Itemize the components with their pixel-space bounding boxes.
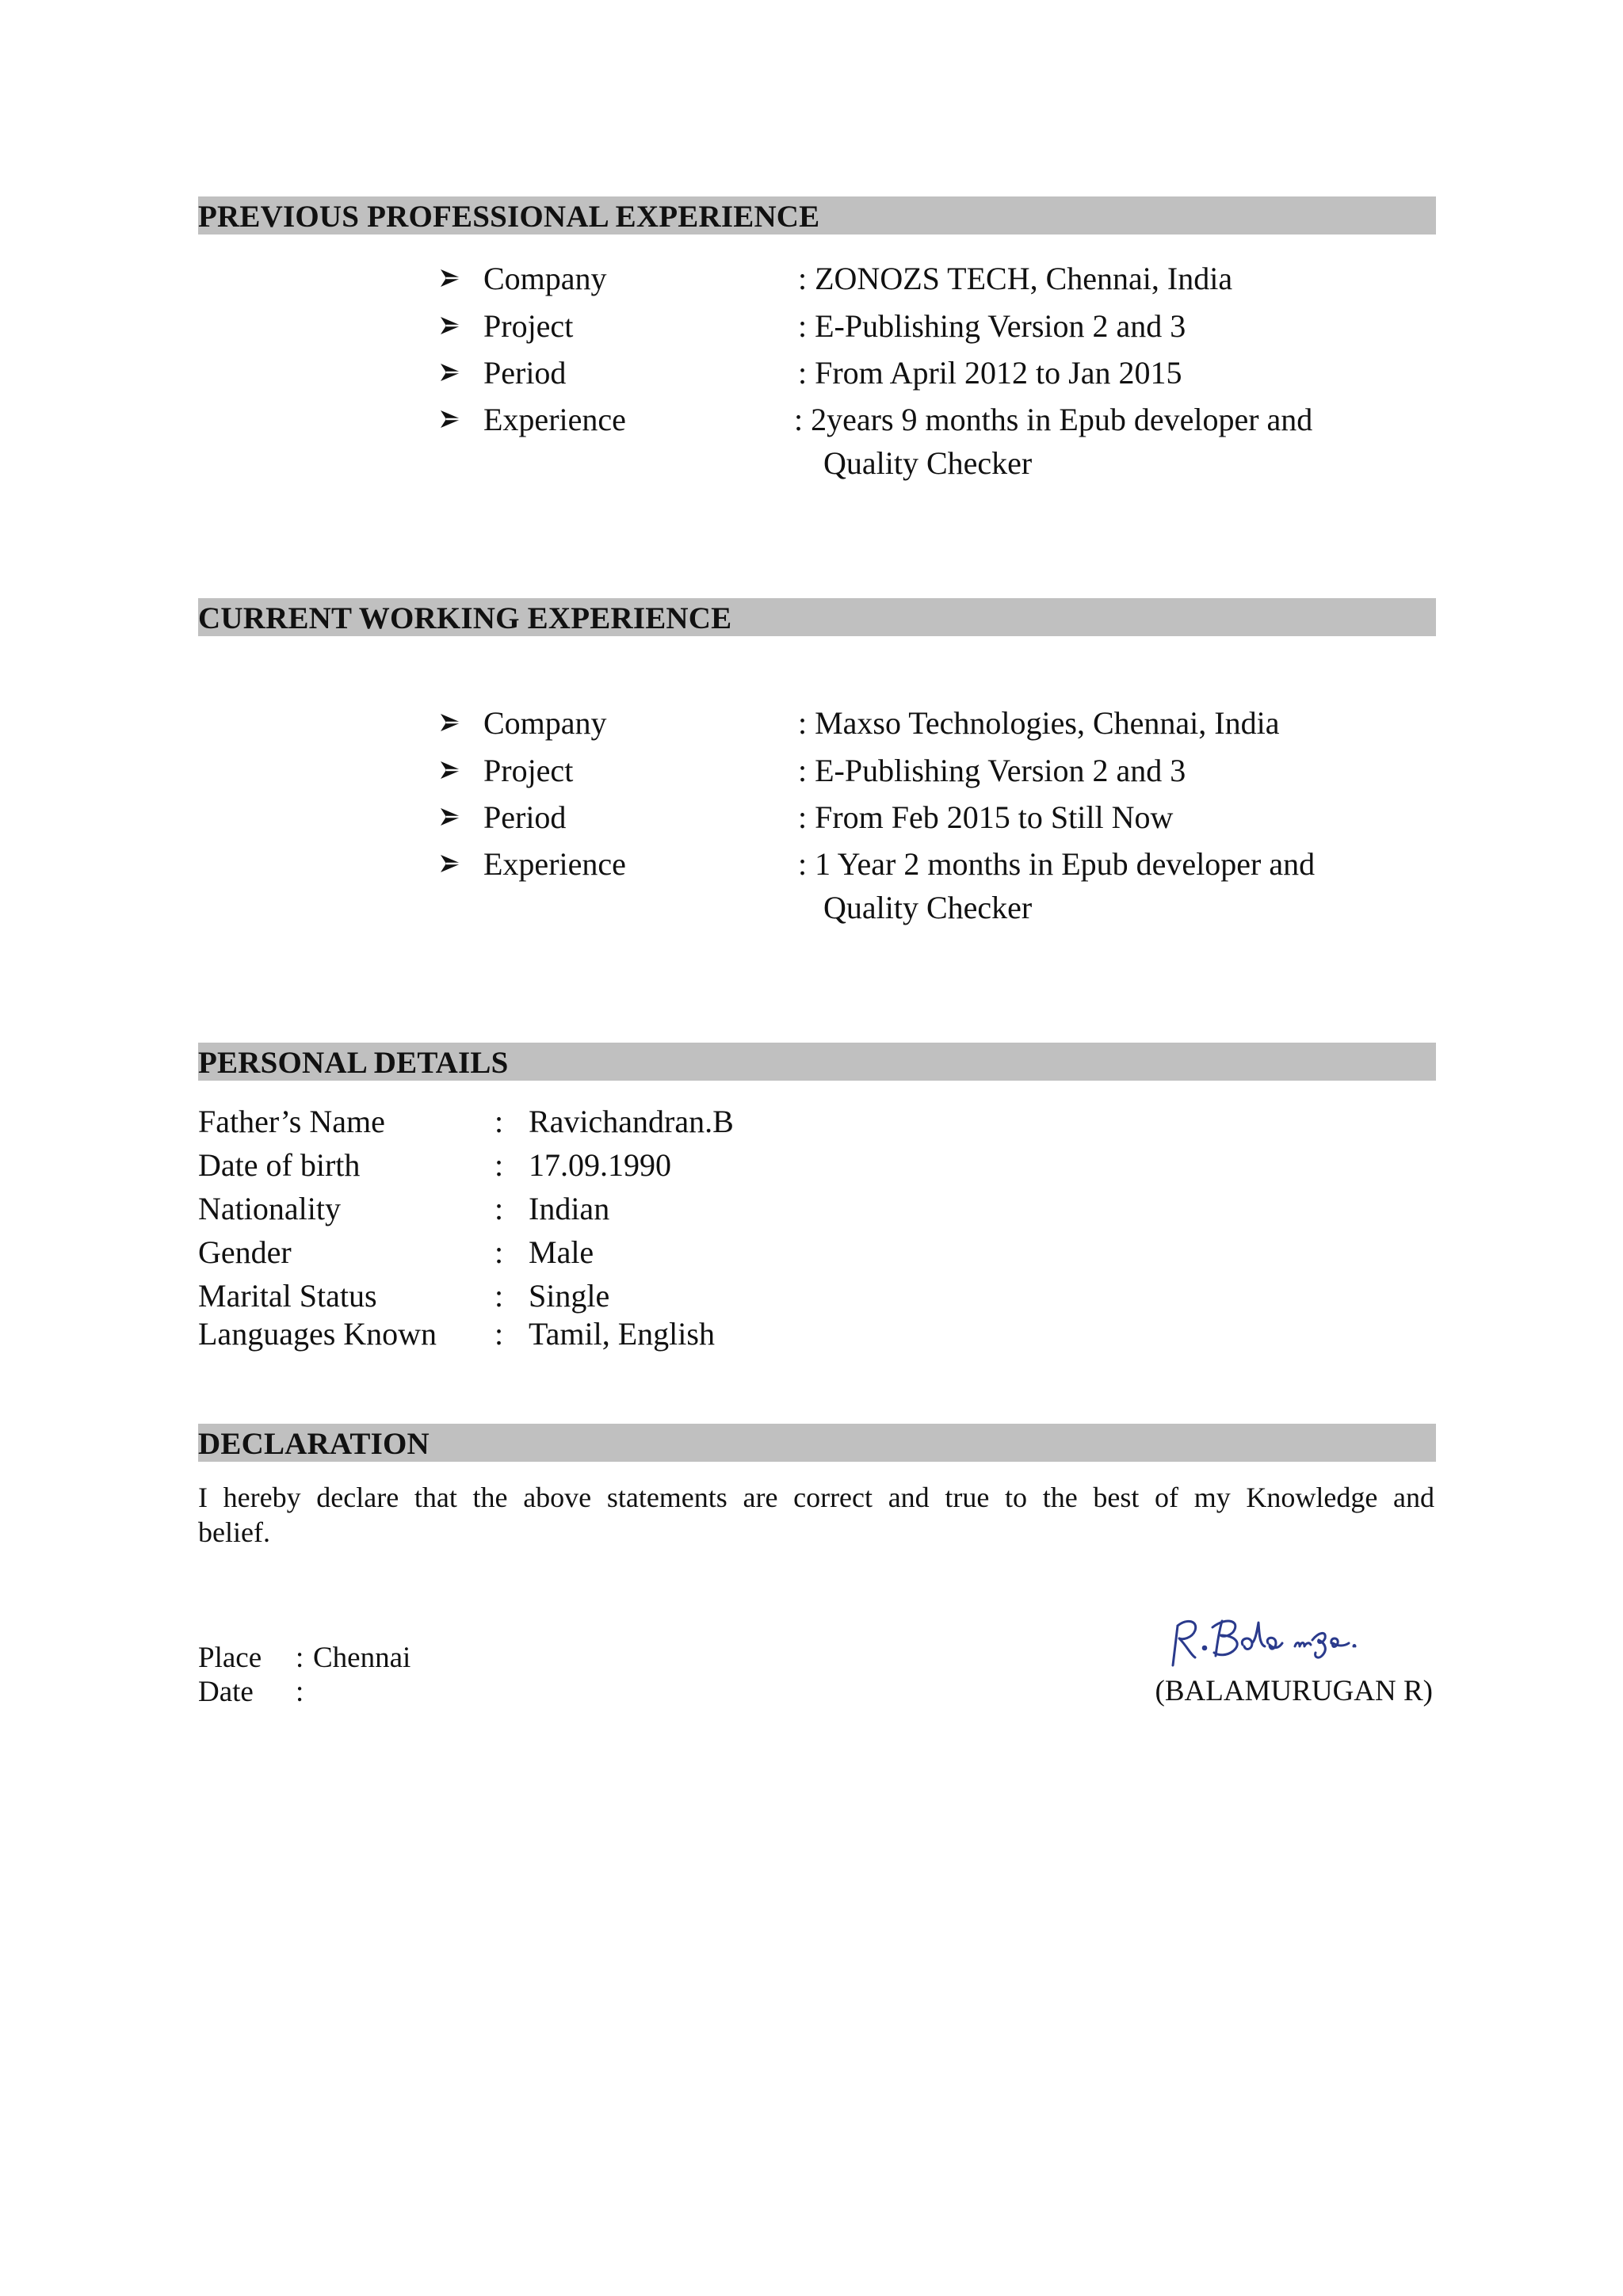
experience-value: : 1 Year 2 months in Epub developer and: [798, 846, 1316, 882]
experience-label: Experience: [483, 846, 626, 882]
experience-value: : Maxso Technologies, Chennai, India: [798, 705, 1280, 741]
personal-row-fathers-name: [198, 1100, 991, 1143]
experience-label: Period: [483, 355, 567, 391]
personal-label: Languages Known: [198, 1316, 437, 1352]
personal-label: Date of birth: [198, 1147, 361, 1183]
declaration-text: [198, 1480, 1434, 1550]
experience-value: : E-Publishing Version 2 and 3: [798, 308, 1186, 344]
arrowhead-bullet-icon: [437, 850, 464, 877]
experience-value: : From Feb 2015 to Still Now: [798, 799, 1174, 835]
personal-colon: :: [495, 1234, 504, 1270]
previous-experience-row-experience: [437, 396, 1468, 444]
personal-label: Gender: [198, 1234, 292, 1270]
experience-label: Period: [483, 799, 567, 835]
previous-experience-row-period: [437, 349, 1468, 397]
current-experience-row-company: [437, 700, 1468, 747]
date-label: Date: [198, 1676, 254, 1708]
place-colon: :: [296, 1642, 304, 1674]
personal-label: Father’s Name: [198, 1104, 385, 1139]
personal-value: Indian: [529, 1191, 610, 1226]
previous-experience-header: PREVIOUS PROFESSIONAL EXPERIENCE: [198, 196, 1436, 235]
declaration-text-line: belief.: [198, 1516, 270, 1548]
current-experience-row-experience-continuation: [437, 884, 1468, 932]
experience-label: Company: [483, 261, 607, 296]
experience-value: : E-Publishing Version 2 and 3: [798, 753, 1186, 788]
experience-value: : 2years 9 months in Epub developer and: [794, 402, 1313, 437]
date-colon: :: [296, 1676, 304, 1708]
personal-value: Male: [529, 1234, 594, 1270]
personal-colon: :: [495, 1147, 504, 1183]
arrowhead-bullet-icon: [437, 757, 464, 784]
personal-colon: :: [495, 1278, 504, 1314]
personal-row-languages-known: [198, 1312, 991, 1356]
personal-row-date-of-birth: [198, 1143, 991, 1187]
experience-label: Experience: [483, 402, 626, 437]
experience-label: Project: [483, 308, 574, 344]
personal-label: Nationality: [198, 1191, 341, 1226]
personal-row-gender: [198, 1230, 991, 1274]
personal-value: Single: [529, 1278, 610, 1314]
previous-experience-row-company: [437, 255, 1468, 303]
experience-label: Company: [483, 705, 607, 741]
arrowhead-bullet-icon: [437, 406, 464, 433]
place-value: Chennai: [313, 1642, 411, 1674]
personal-value: Ravichandran.B: [529, 1104, 734, 1139]
experience-value: : ZONOZS TECH, Chennai, India: [798, 261, 1233, 296]
current-experience-header: CURRENT WORKING EXPERIENCE: [198, 598, 1436, 636]
current-experience-row-period: [437, 794, 1468, 841]
arrowhead-bullet-icon: [437, 312, 464, 339]
personal-row-nationality: [198, 1187, 991, 1230]
personal-value: 17.09.1990: [529, 1147, 671, 1183]
personal-colon: :: [495, 1316, 504, 1352]
experience-value-continuation: Quality Checker: [823, 445, 1033, 481]
personal-row-marital-status: [198, 1274, 991, 1318]
current-experience-row-project: [437, 747, 1468, 795]
arrowhead-bullet-icon: [437, 265, 464, 292]
personal-label: Marital Status: [198, 1278, 377, 1314]
arrowhead-bullet-icon: [437, 709, 464, 736]
personal-colon: :: [495, 1191, 504, 1226]
personal-colon: :: [495, 1104, 504, 1139]
arrowhead-bullet-icon: [437, 803, 464, 830]
experience-value: : From April 2012 to Jan 2015: [798, 355, 1182, 391]
experience-value-continuation: Quality Checker: [823, 890, 1033, 925]
experience-label: Project: [483, 753, 574, 788]
declaration-text-line: I hereby declare that the above statements are correct and true to the best of my Knowledge and: [198, 1482, 1434, 1513]
handwritten-signature: [1163, 1608, 1393, 1680]
signature-name: (BALAMURUGAN R): [1155, 1675, 1433, 1707]
personal-details-header: PERSONAL DETAILS: [198, 1043, 1436, 1081]
declaration-header: DECLARATION: [198, 1424, 1436, 1462]
previous-experience-row-experience-continuation: [437, 440, 1468, 487]
personal-value: Tamil, English: [529, 1316, 715, 1352]
previous-experience-row-project: [437, 303, 1468, 350]
arrowhead-bullet-icon: [437, 359, 464, 386]
current-experience-row-experience: [437, 841, 1468, 888]
place-label: Place: [198, 1642, 262, 1674]
